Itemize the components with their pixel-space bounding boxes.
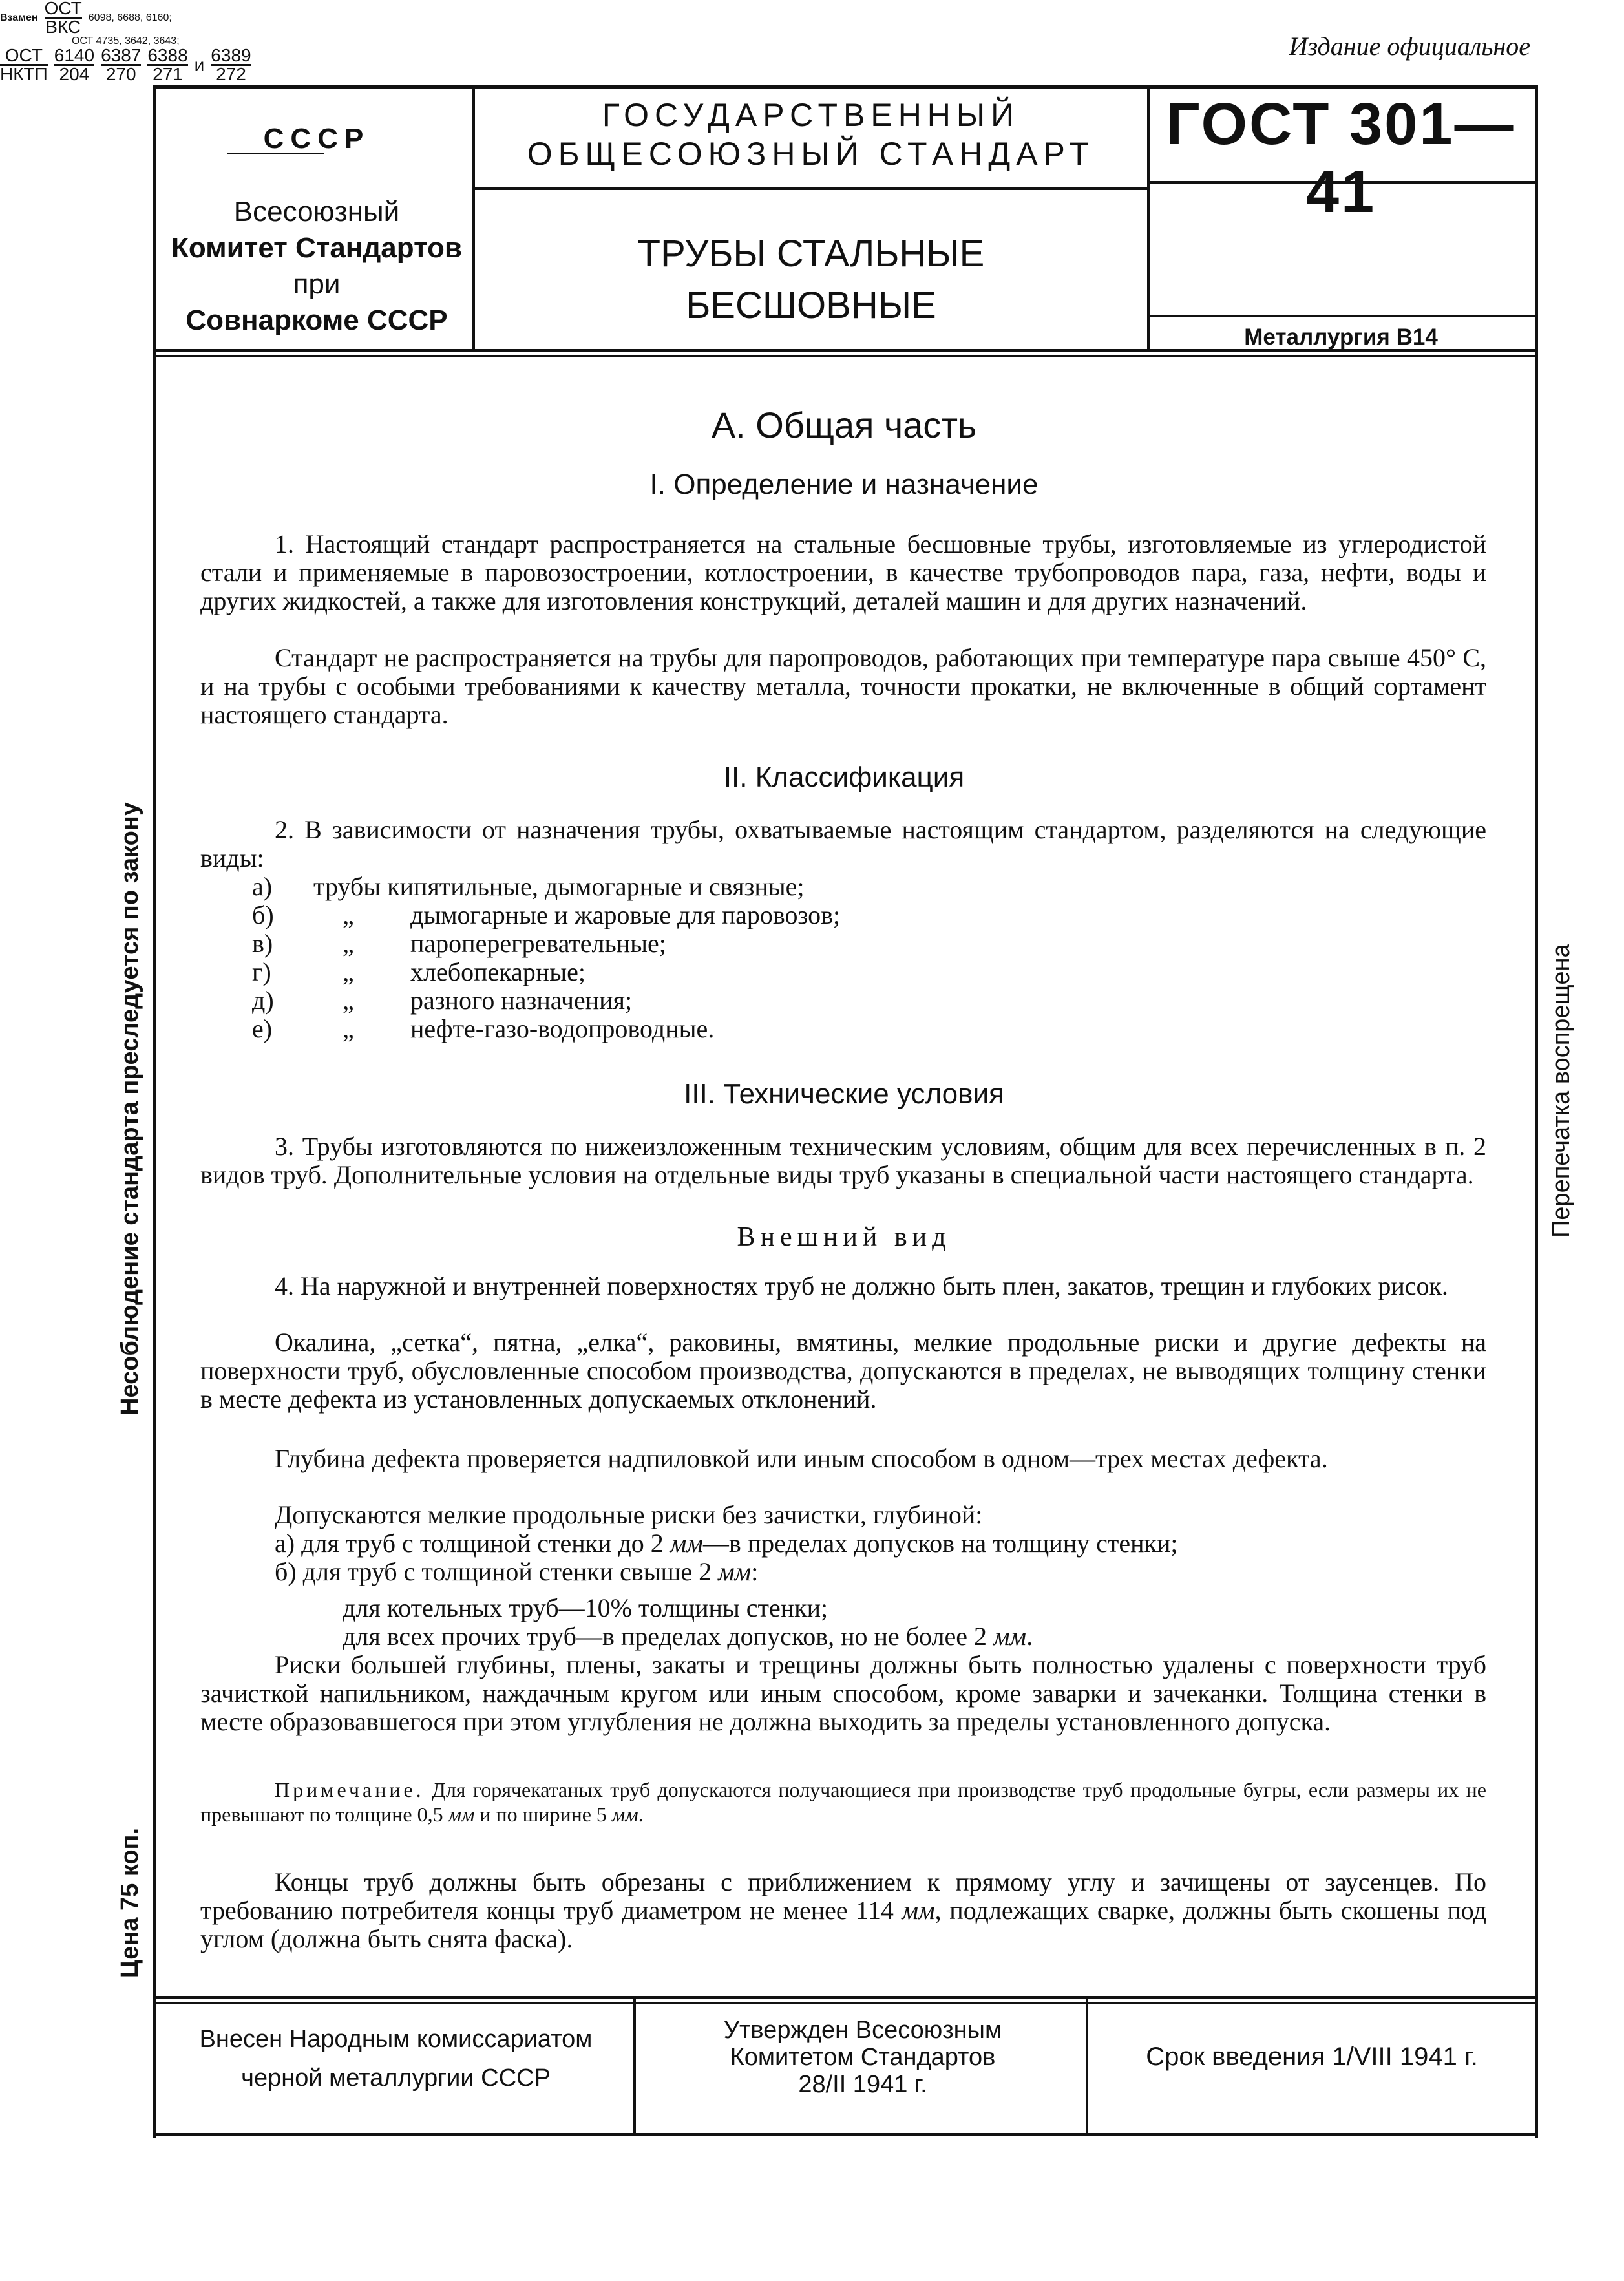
ost-vks-denominator: ВКС <box>45 17 81 37</box>
footer-bottom-line <box>153 2133 1535 2136</box>
list-mark: е) <box>252 1014 273 1043</box>
list-text: трубы кипятильные, дымогарные и связные; <box>313 872 805 901</box>
list-mark: а) <box>252 872 273 901</box>
page-frame <box>153 85 1538 2138</box>
country-label: СССР <box>263 123 370 154</box>
effective-date: Срок введения 1/VIII 1941 г. <box>1146 2042 1478 2071</box>
list-text: хлебопекарные; <box>410 957 585 986</box>
introduced-line: Внесен Народным комиссариатом <box>199 2026 593 2053</box>
section-2-heading: II. Классификация <box>723 761 965 793</box>
introduced-by <box>158 2020 633 2097</box>
frac-den: 271 <box>153 64 183 84</box>
text-span: для всех прочих труб—в пределах допусков, но не более 2 <box>343 1622 993 1651</box>
types-list <box>252 873 1415 1043</box>
ost-nktp-denominator: НКТП <box>0 64 48 84</box>
list-text: пароперегревательные; <box>410 929 666 958</box>
replaces-list-2: ОСТ 4735, 3642, 3643; <box>71 36 180 47</box>
org-line: Всесоюзный <box>233 196 400 228</box>
edition-label: Издание официальное <box>1289 32 1530 61</box>
ditto-mark: „ <box>343 986 354 1015</box>
category-label: Металлургия В14 <box>1244 324 1438 350</box>
and-word: и <box>194 54 205 75</box>
price-label: Цена 75 коп. <box>116 1827 143 1978</box>
section-1-heading: I. Определение и назначение <box>649 469 1039 500</box>
standard-type-line: ОБЩЕСОЮЗНЫЙ СТАНДАРТ <box>527 136 1095 172</box>
frac-den: 272 <box>216 64 246 84</box>
paragraph-4d: Допускаются мелкие продольные риски без зачистки, глубиной: <box>275 1500 983 1529</box>
frame-top-line <box>153 85 1535 89</box>
paragraph-1b: Стандарт не распространяется на трубы для паропроводов, работающих при температуре пара свыше 450° С, и на трубы с особыми требованиями к качеству металла, точности прокатки, не включенные в общий сортамент настоящего стандарта. <box>200 643 1486 729</box>
frac-num: 6388 <box>147 45 188 65</box>
paragraph-4c: Глубина дефекта проверяется надпиловкой или иным способом в одном—трех местах дефекта. <box>275 1444 1328 1473</box>
list-item <box>252 1015 1415 1043</box>
unit: мм <box>993 1622 1027 1651</box>
text-span: и по ширине 5 <box>474 1803 612 1826</box>
text-span: Для горячекатаных труб допускаются получающиеся при производстве труб продольные бугры, если размеры их не превышают по толщине 0,5 <box>200 1778 1486 1826</box>
frac-num: 6387 <box>101 45 142 65</box>
frac-den: 204 <box>59 64 90 84</box>
paragraph-4: 4. На наружной и внутренней поверхностях труб не должно быть плен, закатов, трещин и глубоких рисок. <box>275 1271 1448 1300</box>
paragraph-4b: Окалина, „сетка“, пятна, „елка“, раковины, вмятины, мелкие продольные риски и другие дефекты на поверхности труб, обусловленные способом производства, допускаются в пределах, не выводящих толщину стенки в месте дефекта из установленных допускаемых отклонений. <box>200 1328 1486 1414</box>
text-span: . <box>1026 1622 1033 1651</box>
approved-line: Утвержден Всесоюзным <box>723 2017 1002 2044</box>
paragraph-4h <box>343 1622 1486 1651</box>
approved-line: Комитетом Стандартов <box>730 2044 996 2071</box>
paragraph-4e <box>275 1529 1486 1558</box>
note <box>200 1777 1486 1827</box>
list-item <box>252 929 1415 958</box>
list-text: дымогарные и жаровые для паровозов; <box>410 900 841 929</box>
unit: мм <box>902 1896 935 1925</box>
text-span: —в пределах допусков на толщину стенки; <box>702 1529 1178 1558</box>
list-item <box>252 901 1415 929</box>
standard-type-line: ГОСУДАРСТВЕННЫЙ <box>602 97 1020 133</box>
header-bottom-line-2 <box>153 355 1535 357</box>
ost-vks-numerator: ОСТ <box>44 0 82 18</box>
list-text: разного назначения; <box>410 986 633 1015</box>
ditto-mark: „ <box>343 1014 354 1043</box>
ost-nktp-numerator: ОСТ <box>5 45 43 65</box>
org-line: Комитет Стандартов <box>171 232 462 264</box>
unit: мм <box>611 1803 638 1826</box>
footer-divider-1 <box>633 1996 636 2135</box>
title-separator <box>475 187 1147 190</box>
issuing-organization <box>162 194 472 339</box>
paragraph-5 <box>200 1868 1486 1953</box>
list-mark: б) <box>252 900 274 929</box>
frac-den: 270 <box>105 64 136 84</box>
footer-top-line-2 <box>153 2002 1535 2004</box>
approved-by <box>640 2017 1086 2098</box>
ditto-mark: „ <box>343 900 354 929</box>
list-item <box>252 986 1415 1015</box>
paragraph-4g: для котельных труб—10% толщины стенки; <box>343 1593 828 1622</box>
list-mark: д) <box>252 986 274 1015</box>
paragraph-4f <box>275 1558 1486 1586</box>
replaces-separator <box>1150 315 1535 317</box>
replaces-label: Взамен <box>0 12 38 23</box>
unit: мм <box>670 1529 703 1558</box>
frac-num: 6389 <box>211 45 251 65</box>
text-span: : <box>751 1557 759 1586</box>
paragraph-3: 3. Трубы изготовляются по нижеизложенным техническим условиям, общим для всех перечисленных в п. 2 видов труб. Дополнительные условия на отдельные виды труб указаны в специальной части настоящего стандарта. <box>200 1132 1486 1189</box>
document-title-line: БЕСШОВНЫЕ <box>686 284 936 326</box>
document-title <box>475 228 1147 332</box>
ditto-mark: „ <box>343 957 354 986</box>
subheading-appearance: Внешний вид <box>737 1222 951 1252</box>
approved-line: 28/II 1941 г. <box>798 2071 927 2098</box>
paragraph-1: 1. Настоящий стандарт распространяется на стальные бесшовные трубы, изготовляемые из углеродистой стали и применяемые в паровозостроении, котлостроении, в качестве трубопроводов пара, газа, нефти, воды и других жидкостей, а также для изготовления конструкций, деталей машин и для других назначений. <box>200 529 1486 615</box>
list-item <box>252 873 1415 901</box>
standard-type <box>475 96 1147 173</box>
section-a-heading: А. Общая часть <box>711 405 977 445</box>
replaces-list-1: 6098, 6688, 6160; <box>88 12 172 23</box>
unit: мм <box>718 1557 752 1586</box>
unit: мм <box>448 1803 475 1826</box>
footer-top-line <box>153 1996 1535 1999</box>
law-notice: Несоблюдение стандарта преследуется по закону <box>116 802 143 1416</box>
list-mark: в) <box>252 929 273 958</box>
paragraph-4i: Риски большей глубины, плены, закаты и трещины должны быть полностью удалены с поверхности труб зачисткой напильником, наждачным кругом или иным способом, кроме заварки и зачеканки. Толщина стенки в месте образовавшегося при этом углубления не должна выходить за пределы установленного допуска. <box>200 1650 1486 1736</box>
section-3-heading: III. Технические условия <box>684 1078 1004 1110</box>
text-span: , подлежащих сварке, должны быть скошены под углом (должна быть снята фаска). <box>200 1896 1486 1953</box>
note-label: Примечание. <box>275 1778 425 1801</box>
list-text: нефте-газо-водопроводные. <box>410 1014 715 1043</box>
document-title-line: ТРУБЫ СТАЛЬНЫЕ <box>637 233 985 275</box>
ditto-mark: „ <box>343 929 354 958</box>
reprint-notice: Перепечатка воспрещена <box>1548 944 1575 1238</box>
org-line: при <box>293 268 341 300</box>
paragraph-2: 2. В зависимости от назначения трубы, охватываемые настоящим стандартом, разделяются на следующие виды: <box>200 815 1486 873</box>
introduced-line: черной металлургии СССР <box>241 2064 551 2092</box>
footer-divider-2 <box>1086 1996 1088 2135</box>
text-span: Концы труб должны быть обрезаны с приближением к прямому углу и зачищены от заусенцев. По требованию потребителя концы труб диаметром не менее 114 <box>200 1867 1486 1925</box>
text-span: б) для труб с толщиной стенки свыше 2 <box>275 1557 719 1586</box>
list-mark: г) <box>252 957 271 986</box>
text-span: а) для труб с толщиной стенки до 2 <box>275 1529 670 1558</box>
text-span: . <box>638 1803 644 1826</box>
replaces-block <box>0 0 251 83</box>
frac-num: 6140 <box>54 45 95 65</box>
list-item <box>252 958 1415 986</box>
org-line: Совнаркоме СССР <box>185 304 448 336</box>
gost-number: ГОСТ 301—41 <box>1166 91 1516 225</box>
